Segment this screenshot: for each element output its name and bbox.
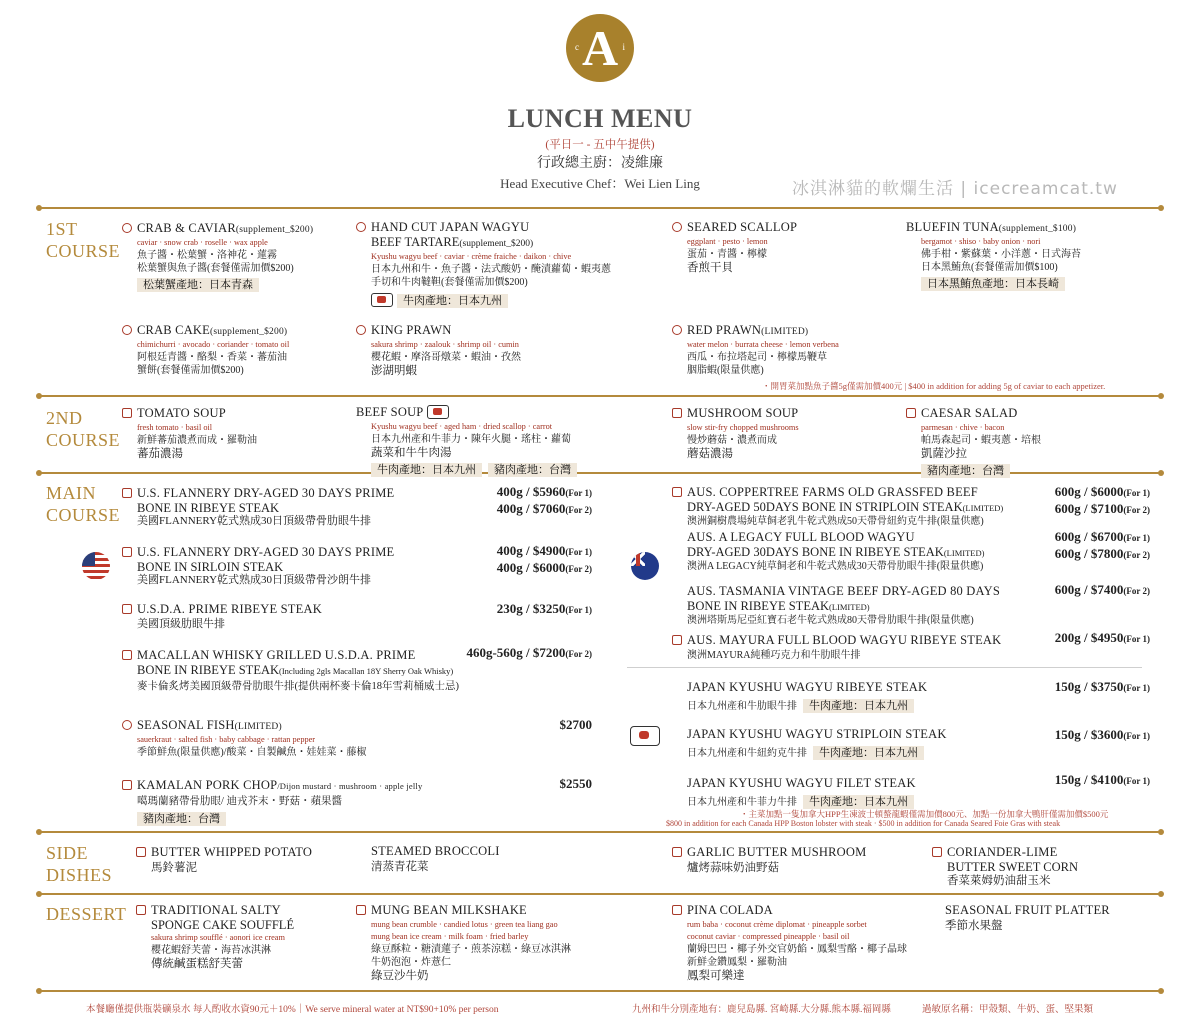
price: 400g / $4900(For 1) 400g / $6000(For 2): [496, 543, 592, 575]
milk-icon: [122, 488, 132, 498]
price: $2550: [559, 776, 592, 791]
australia-flag-icon: [631, 552, 659, 580]
milk-icon: [136, 905, 146, 915]
divider: [40, 893, 1160, 895]
main-addon-note-en: $800 in addition for each Canada HPP Boston lobster with steak · $500 in addition for Canada Seared Foie Gras with steak: [666, 819, 1061, 828]
milk-icon: [932, 847, 942, 857]
divider: [40, 990, 1160, 992]
chef-name-en: Head Executive Chef：Wei Lien Ling: [500, 176, 700, 191]
availability-note: (平日一 - 五中午提供): [545, 139, 655, 151]
price: 460g-560g / $7200(For 2): [466, 645, 592, 660]
water-note: 本餐廳僅提供瓶裝礦泉水 每人酌收水資90元＋10%｜We serve mineral water at NT$90+10% per person: [86, 1005, 499, 1015]
chef-name-zh: 行政總主廚：凌維廉: [537, 156, 663, 171]
section-first-course: 1ST COURSE: [46, 219, 121, 261]
shellfish-icon: [672, 222, 682, 232]
menu-item: U.S. FLANNERY DRY-AGED 30 DAYS PRIME BONE IN SIRLOIN STEAK 美國FLANNERY乾式熟成30日頂級帶骨沙朗牛排: [122, 543, 462, 587]
menu-item: U.S. FLANNERY DRY-AGED 30 DAYS PRIME BONE IN RIBEYE STEAK 美國FLANNERY乾式熟成30日頂級帶骨肋眼牛排: [122, 484, 462, 528]
wagyu-icon: [371, 293, 393, 307]
milk-icon: [672, 487, 682, 497]
menu-item: PINA COLADA rum baba · coconut crème diplomat · pineapple sorbet coconut caviar · compressed pineapple · basil oil 蘭姆巴巴・椰子外交官奶餡・鳳梨雪酪・椰子晶球 新鮮金鑽鳳梨・羅勒油 鳳梨可樂達: [672, 901, 932, 983]
wagyu-origin-note: 九州和牛分別產地有：鹿兒島縣. 宮崎縣.大分縣.熊本縣.福岡縣: [632, 1005, 891, 1015]
milk-icon: [122, 408, 132, 418]
menu-item: AUS. TASMANIA VINTAGE BEEF DRY-AGED 80 DAYS BONE IN RIBEYE STEAK(LIMITED) 澳洲塔斯馬尼亞紅寶石老牛乾式熟成80天帶骨肋眼牛排(限量供應): [687, 584, 1000, 626]
shellfish-icon: [122, 223, 132, 233]
price: 600g / $7400(For 2): [1054, 582, 1150, 597]
menu-item: JAPAN KYUSHU WAGYU RIBEYE STEAK 日本九州產和牛肋眼牛排 牛肉產地：日本九州: [687, 680, 928, 712]
menu-item: SEASONAL FRUIT PLATTER 季節水果盤: [945, 903, 1110, 932]
menu-item: TRADITIONAL SALTY SPONGE CAKE SOUFFLÉ sakura shrimp soufflé · aonori ice cream 櫻花蝦舒芙蕾・海苔冰淇淋 傳統鹹蛋糕舒芙蕾: [136, 901, 356, 971]
menu-item: GARLIC BUTTER MUSHROOM 爐烤蒜味奶油野菇: [672, 843, 912, 875]
menu-item: JAPAN KYUSHU WAGYU STRIPLOIN STEAK 日本九州產和牛紐約克牛排 牛肉產地：日本九州: [687, 727, 947, 759]
egg-icon: [356, 222, 366, 232]
price: 230g / $3250(For 1): [496, 601, 592, 616]
menu-item: HAND CUT JAPAN WAGYU BEEF TARTARE(supplement_$200) Kyushu wagyu beef · caviar · crème fraiche · daikon · chive 日本九州和牛・魚子醬・法式酸奶・醃漬蘿蔔・蝦夷蔥 手切和牛肉韃靼(套餐僅需加價$200) 牛肉產地：日本九州: [356, 218, 616, 309]
allergen-note: 過敏原名稱：甲殼類、牛奶、蛋、堅果類: [922, 1005, 1094, 1015]
price: 150g / $4100(For 1): [1054, 772, 1150, 787]
menu-item: AUS. MAYURA FULL BLOOD WAGYU RIBEYE STEAK 澳洲MAYURA純種巧克力和牛肋眼牛排: [672, 631, 1032, 662]
section-second-course: 2ND COURSE: [46, 408, 121, 450]
shellfish-icon: [356, 325, 366, 335]
price: 200g / $4950(For 1): [1054, 630, 1150, 645]
menu-item: BLUEFIN TUNA(supplement_$100) bergamot · shiso · baby onion · nori 佛手柑・紫蘇葉・小洋蔥・日式海苔 日本黑鮪魚(套餐僅需加價$100) 日本黑鮪魚產地：日本長崎: [906, 220, 1081, 290]
section-dessert: DESSERT: [46, 904, 127, 924]
menu-item: STEAMED BROCCOLI 清蒸青花菜: [371, 844, 500, 873]
milk-icon: [672, 408, 682, 418]
milk-icon: [672, 635, 682, 645]
menu-item: KING PRAWN sakura shrimp · zaalouk · shrimp oil · cumin 櫻花蝦・摩洛哥燉菜・蝦油・孜然 澎湖明蝦: [356, 321, 616, 378]
milk-icon: [356, 905, 366, 915]
menu-item: AUS. A LEGACY FULL BLOOD WAGYU DRY-AGED 30DAYS BONE IN RIBEYE STEAK(LIMITED) 澳洲A LEGACY純草飼老和牛乾式熟成30天帶骨肋眼牛排(限量供應): [687, 530, 985, 572]
menu-item: CORIANDER-LIME BUTTER SWEET CORN 香菜萊姆奶油甜玉米: [932, 843, 1152, 888]
menu-item: BEEF SOUP Kyushu wagyu beef · aged ham · dried scallop · carrot 日本九州產和牛菲力・陳年火腿・瑤柱・蘿蔔 蔬菜和牛牛肉湯 牛肉產地：日本九州 豬肉產地：台灣: [356, 403, 646, 478]
shellfish-icon: [122, 325, 132, 335]
divider: [627, 667, 1142, 668]
milk-icon: [122, 780, 132, 790]
main-addon-note-zh: ・主菜加點一隻加拿大HPP生凍波士頓螯龍蝦僅需加價800元、加點一份加拿大鴨肝僅需加價$500元: [740, 809, 1109, 819]
milk-icon: [136, 847, 146, 857]
shellfish-icon: [122, 720, 132, 730]
menu-item: U.S.D.A. PRIME RIBEYE STEAK 美國頂級肋眼牛排: [122, 600, 462, 631]
menu-item: RED PRAWN(LIMITED) water melon · burrata cheese · lemon verbena 西瓜・布拉塔起司・檸檬馬鞭草 胭脂蝦(限量供應): [672, 321, 932, 377]
menu-item: MUSHROOM SOUP slow stir-fry chopped mushrooms 慢炒蘑菇・濃煮而成 蘑菇濃湯: [672, 404, 892, 461]
milk-icon: [122, 650, 132, 660]
wagyu-icon: [427, 405, 449, 419]
menu-item: MACALLAN WHISKY GRILLED U.S.D.A. PRIME BONE IN RIBEYE STEAK(Including 2gls Macallan 18Y Sherry Oak Whisky) 麥卡倫炙烤美國頂級帶骨肋眼牛排(提供兩杯麥卡倫18年雪莉桶威士忌): [122, 646, 502, 693]
section-main-course: MAIN COURSE: [46, 483, 121, 525]
price: 400g / $5960(For 1) 400g / $7060(For 2): [496, 484, 592, 516]
section-side-dishes: SIDE DISHES: [46, 843, 113, 885]
menu-item: CRAB CAKE(supplement_$200) chimichurri · avocado · coriander · tomato oil 阿根廷青醬・酪梨・香菜・蕃茄油 蟹餅(套餐僅需加價$200): [122, 321, 342, 377]
menu-item: CAESAR SALAD parmesan · chive · bacon 帕馬森起司・蝦夷蔥・培根 凱薩沙拉 豬肉產地：台灣: [906, 404, 1146, 479]
menu-item: MUNG BEAN MILKSHAKE mung bean crumble · candied lotus · green tea liang gao mung bean ice cream · milk foam · fried barley 綠豆酥粒・糖漬蓮子・煎茶涼糕・綠豆冰淇淋 牛奶泡泡・炸薏仁 綠豆沙牛奶: [356, 901, 636, 983]
shellfish-icon: [672, 325, 682, 335]
menu-item: SEARED SCALLOP eggplant · pesto · lemon 蛋茄・青醬・檸檬 香煎干貝: [672, 218, 892, 275]
menu-item: KAMALAN PORK CHOP/Dijon mustard · mushroom · apple jelly 噶瑪蘭豬帶骨肋眼/ 迪戎芥末・野菇・蘋果醬 豬肉產地：台灣: [122, 776, 482, 827]
milk-icon: [672, 905, 682, 915]
caviar-addon-note: ・開胃菜加點魚子醬5g僅需加價400元 | $400 in addition for adding 5g of caviar to each appetizer.: [762, 381, 1106, 391]
price: 600g / $6000(For 1) 600g / $7100(For 2): [1054, 484, 1150, 516]
price: 600g / $6700(For 1) 600g / $7800(For 2): [1054, 529, 1150, 561]
menu-item: CRAB & CAVIAR(supplement_$200) caviar · snow crab · roselle · wax apple 魚子醬・松葉蟹・洛神花・蓮霧 松葉蟹與魚子醬(套餐僅需加價$200) 松葉蟹產地：日本青森: [122, 219, 342, 293]
logo-small-left: c: [575, 42, 579, 52]
restaurant-logo: [566, 14, 634, 82]
divider: [40, 207, 1160, 209]
milk-icon: [906, 408, 916, 418]
menu-item: TOMATO SOUP fresh tomato · basil oil 新鮮蕃茄濃煮而成・羅勒油 蕃茄濃湯: [122, 404, 342, 461]
milk-icon: [122, 604, 132, 614]
milk-icon: [672, 847, 682, 857]
menu-item: AUS. COPPERTREE FARMS OLD GRASSFED BEEF DRY-AGED 50DAYS BONE IN STRIPLOIN STEAK(LIMITED) 澳洲銅樹農場純草飼老乳牛乾式熟成50天帶骨紐約克牛排(限量供應): [672, 483, 1032, 528]
menu-title: LUNCH MENU: [507, 104, 693, 133]
usa-flag-icon: [82, 552, 110, 580]
divider: [40, 831, 1160, 833]
wagyu-icon: [630, 726, 660, 746]
menu-item: BUTTER WHIPPED POTATO 馬鈴薯泥: [136, 843, 356, 875]
price: 150g / $3750(For 1): [1054, 679, 1150, 694]
divider: [40, 395, 1160, 397]
menu-item: JAPAN KYUSHU WAGYU FILET STEAK 日本九州產和牛菲力牛排 牛肉產地：日本九州: [687, 776, 916, 808]
menu-item: SEASONAL FISH(LIMITED) sauerkraut · salted fish · baby cabbage · rattan pepper 季節鮮魚(限量供應)/酸菜・自製鹹魚・娃娃菜・藤椒: [122, 716, 462, 759]
logo-letter: A: [581, 20, 619, 76]
watermark: 冰淇淋貓的軟爛生活 | icecreamcat.tw: [792, 179, 1118, 199]
logo-small-right: i: [622, 42, 625, 52]
price: $2700: [559, 717, 592, 732]
milk-icon: [122, 547, 132, 557]
price: 150g / $3600(For 1): [1054, 727, 1150, 742]
